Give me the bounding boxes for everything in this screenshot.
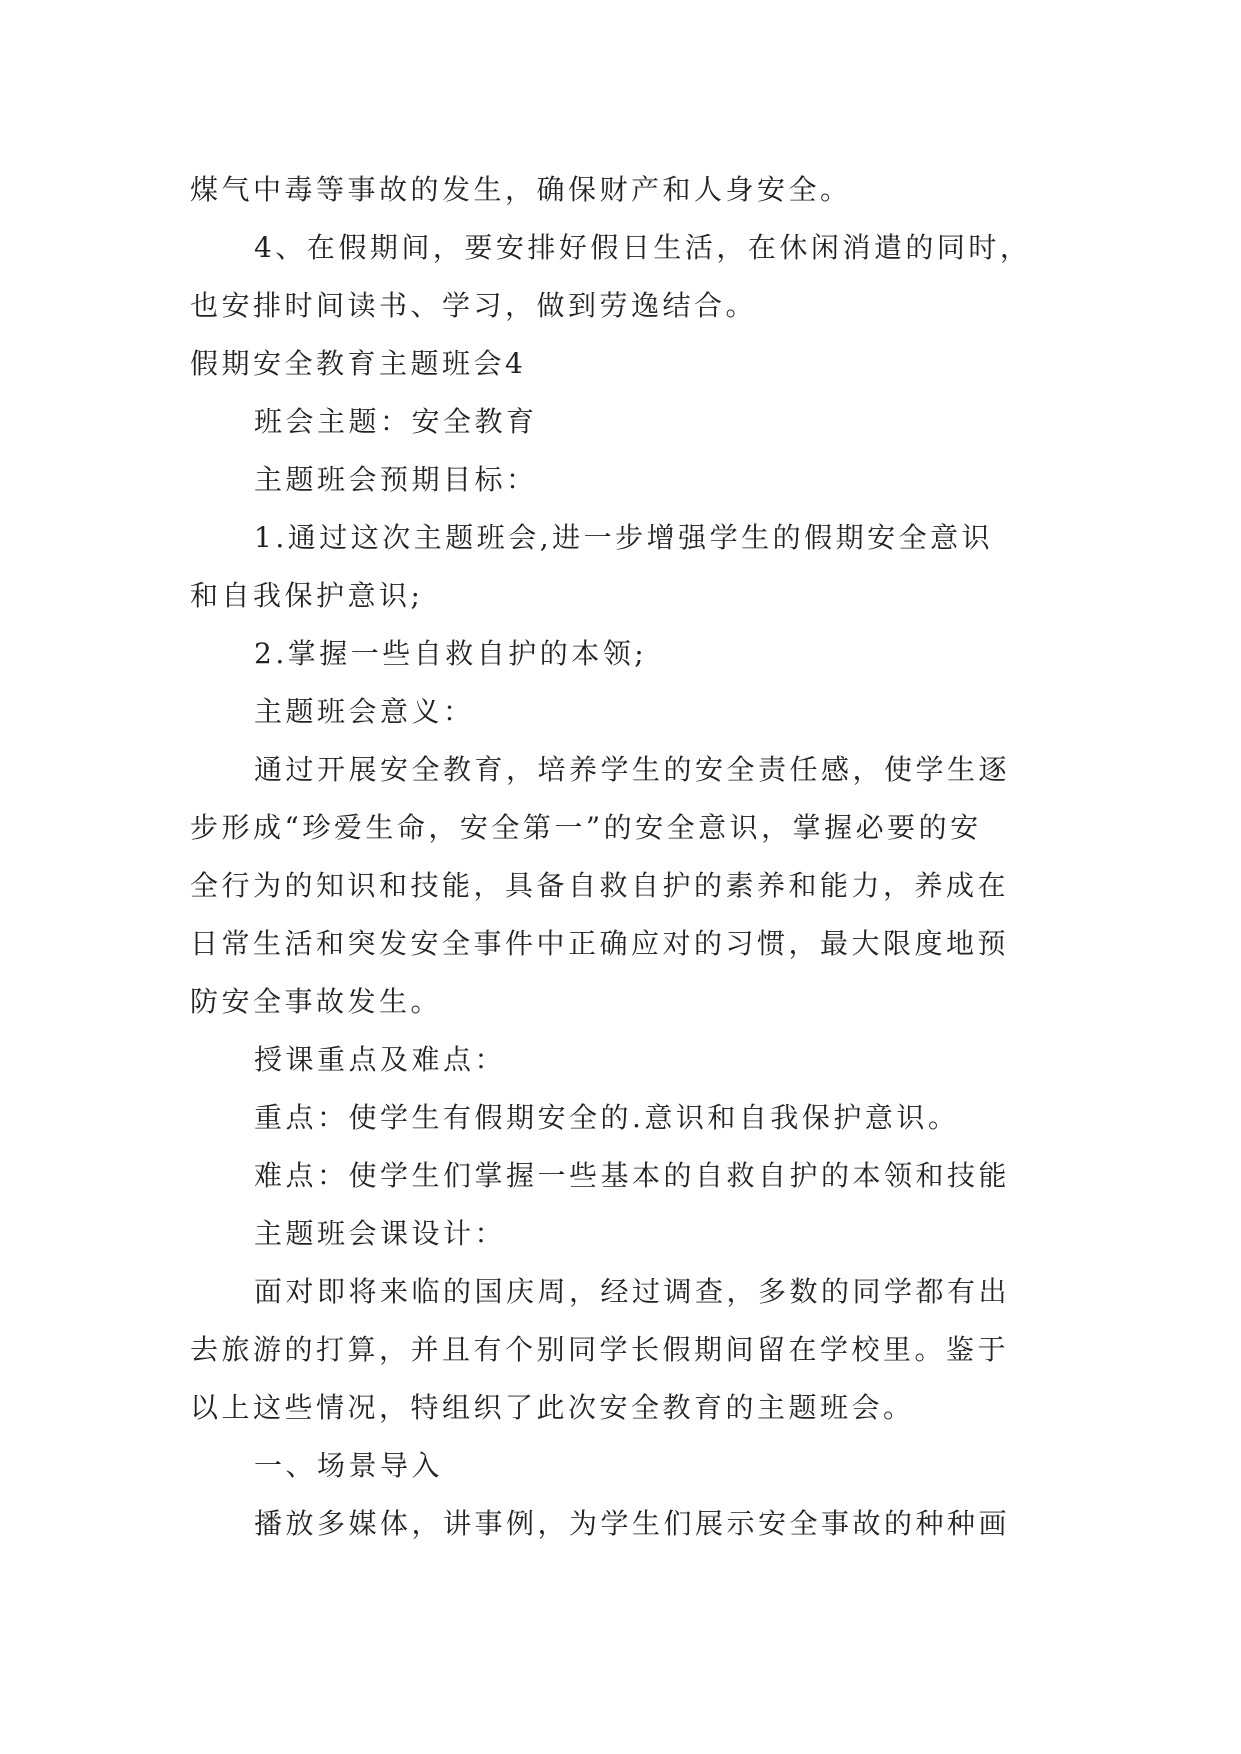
- text-line: 煤气中毒等事故的发生，确保财产和人身安全。: [190, 173, 852, 206]
- text-line: 去旅游的打算，并且有个别同学长假期间留在学校里。鉴于: [190, 1333, 1010, 1366]
- text-line: 主题班会意义：: [254, 695, 475, 728]
- section-heading: 假期安全教育主题班会4: [190, 347, 527, 380]
- text-line: 也安排时间读书、学习，做到劳逸结合。: [190, 289, 758, 322]
- text-line: 1.通过这次主题班会,进一步增强学生的假期安全意识: [254, 521, 994, 554]
- text-line: 主题班会预期目标：: [254, 463, 538, 496]
- text-line: 日常生活和突发安全事件中正确应对的习惯，最大限度地预: [190, 927, 1010, 960]
- text-line: 重点：使学生有假期安全的.意识和自我保护意识。: [254, 1101, 960, 1134]
- text-line: 一、场景导入: [254, 1449, 444, 1482]
- text-line: 通过开展安全教育，培养学生的安全责任感，使学生逐: [254, 753, 1011, 786]
- document-body: [190, 161, 1050, 1553]
- text-line: 以上这些情况，特组织了此次安全教育的主题班会。: [190, 1391, 915, 1424]
- text-line: 和自我保护意识;: [190, 579, 424, 612]
- text-line: 难点：使学生们掌握一些基本的自救自护的本领和技能: [254, 1159, 1011, 1192]
- text-line: 播放多媒体，讲事例，为学生们展示安全事故的种种画: [254, 1507, 1011, 1540]
- text-line: 授课重点及难点：: [254, 1043, 507, 1076]
- text-line: 防安全事故发生。: [190, 985, 443, 1018]
- text-line: 2.掌握一些自救自护的本领;: [254, 637, 648, 670]
- text-line: 步形成“珍爱生命，安全第一”的安全意识，掌握必要的安: [190, 811, 982, 844]
- text-line: 班会主题：安全教育: [254, 405, 538, 438]
- text-line: 4、在假期间，要安排好假日生活，在休闲消遣的同时，: [254, 231, 1032, 264]
- text-line: 面对即将来临的国庆周，经过调查，多数的同学都有出: [254, 1275, 1011, 1308]
- text-line: 全行为的知识和技能，具备自救自护的素养和能力，养成在: [190, 869, 1010, 902]
- text-line: 主题班会课设计：: [254, 1217, 507, 1250]
